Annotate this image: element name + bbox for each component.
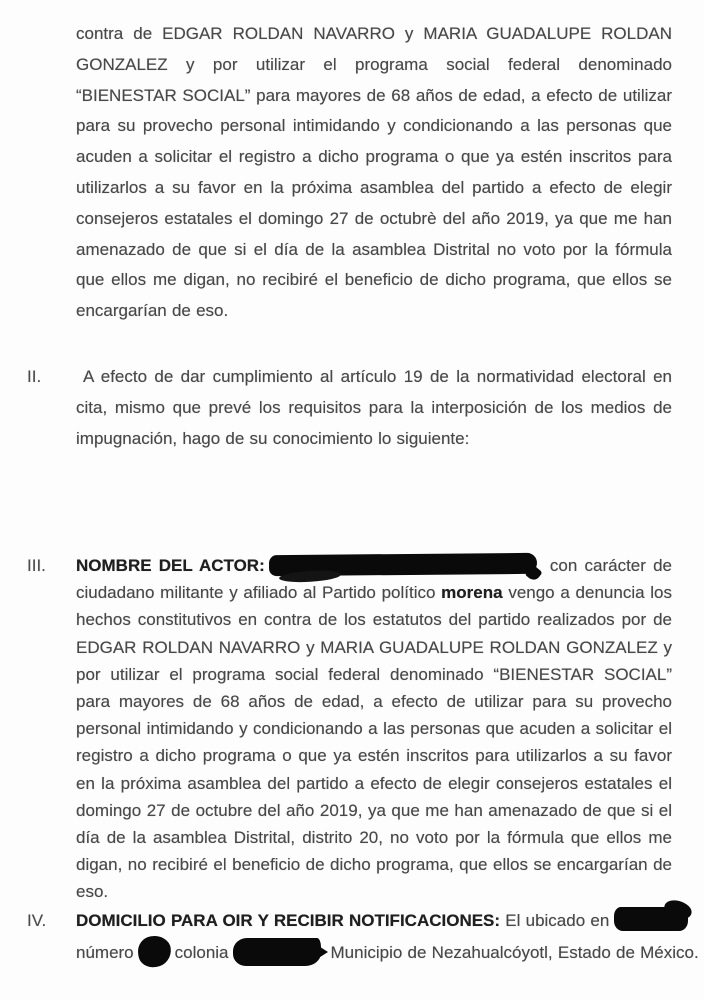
section-iv-line1-text: El ubicado en [500, 911, 610, 930]
section-iii-text [76, 552, 672, 906]
section-iv-line2-part1: número [76, 943, 134, 962]
redacted-actor-name-bar [269, 553, 537, 576]
section-iv-block [27, 906, 699, 968]
section-iii-text-after-redaction: con carácter de ciudadano militante y afiliado al Partido político [76, 556, 672, 603]
party-name-emphasis: morena [441, 583, 503, 603]
section-iv-line2-part3: Municipio de Nezahualcóyotl, Estado de México. [330, 943, 699, 962]
section-iv-line2-part2: colonia [174, 943, 229, 962]
section-iv-line-1 [76, 906, 699, 936]
redacted-number-blob [136, 934, 173, 969]
redacted-street-bar [614, 907, 688, 931]
section-iii-numeral: III. [27, 556, 46, 575]
intro-paragraph-text: contra de EDGAR ROLDAN NAVARRO y MARIA GUADALUPE ROLDAN GONZALEZ y por utilizar el programa social federal denominado “BIENESTAR SOCIAL” para mayores de 68 años de edad, a efecto de utilizar para su provecho personal intimidando y condicionando a las personas que acuden a solicitar el registro a dicho programa o que ya estén inscritos para utilizarlos a su favor en la próxima asamblea del partido a efecto de elegir consejeros estatales el domingo 27 de octubrè del año 2019, ya que me han amenazado de que si el día de la asamblea Distrital no voto por la fórmula que ellos me digan, no recibiré el beneficio de dicho programa, que ellos se encargarían de eso. [76, 24, 672, 321]
section-iii-block [27, 552, 672, 906]
section-ii-text: A efecto de dar cumplimiento al artículo 19 de la normatividad electoral en cita, mismo que prevé los requisitos para la interposición de los medios de impugnación, hago de su conocimiento lo siguiente: [76, 367, 672, 448]
domicilio-heading: DOMICILIO PARA OIR Y RECIBIR NOTIFICACIONES: [76, 911, 501, 930]
section-iv-numeral: IV. [27, 911, 47, 930]
actor-name-heading: NOMBRE DEL ACTOR: [76, 556, 265, 575]
section-ii-numeral: II. [27, 367, 42, 386]
redacted-colonia-blob [233, 938, 321, 966]
section-iii-text-rest: vengo a denuncia los hechos constitutivos en contra de los estatutos del partido realizados por de EDGAR ROLDAN NAVARRO y MARIA GUADALUPE ROLDAN GONZALEZ y por utilizar el programa social federal denominado “BIENESTAR SOCIAL” para mayores de 68 años de edad, a efecto de utilizar para su provecho personal intimidando y condicionando a las personas que acuden a solicitar el registro a dicho programa o que ya estén inscritos para utilizarlos a su favor en la próxima asamblea del partido a efecto de elegir consejeros estatales el domingo 27 de octubre del año 2019, ya que me han amenazado de que si el día de la asamblea Distrital, distrito 20, no voto por la fórmula que ellos me digan, no recibiré el beneficio de dicho programa, que ellos se encargarían de eso. [76, 583, 673, 902]
section-ii-block [27, 361, 672, 454]
section-iv-text [76, 906, 699, 968]
intro-paragraph-block [27, 19, 672, 327]
section-iv-line-2 [76, 936, 699, 968]
